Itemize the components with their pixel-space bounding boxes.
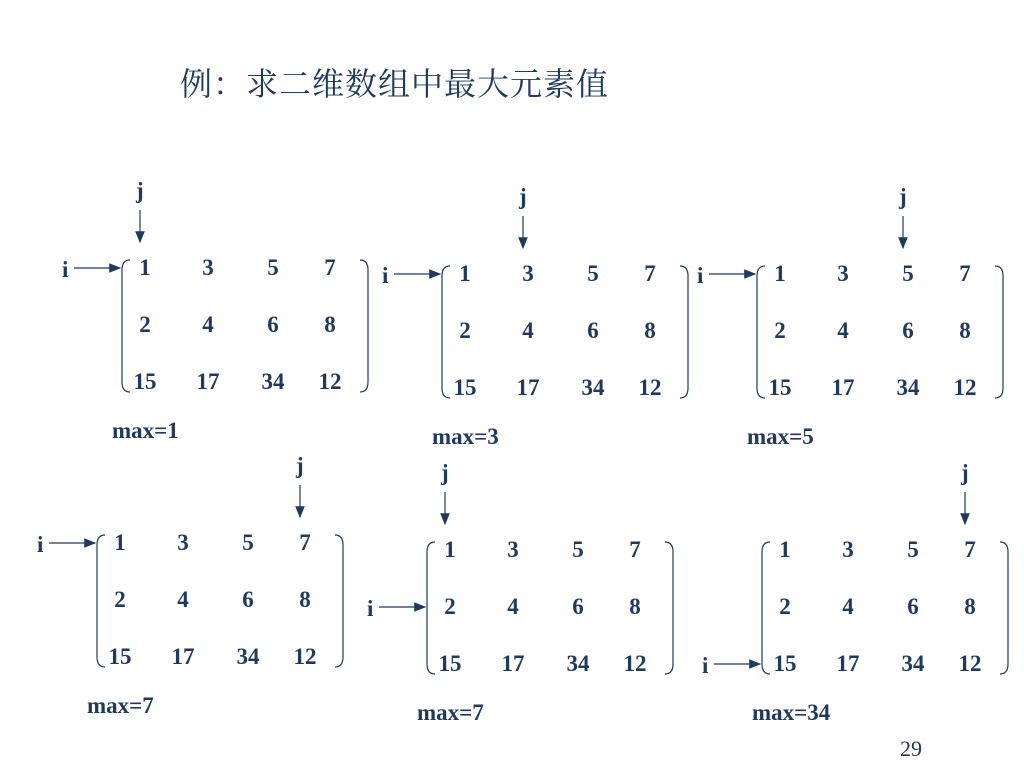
matrix-cell: 15: [133, 369, 157, 394]
matrix-cell: 4: [177, 587, 189, 612]
matrix-cell: 8: [299, 587, 311, 612]
matrix-cell: 8: [964, 594, 976, 619]
j-label: j: [519, 184, 527, 209]
matrix-cell: 17: [831, 375, 855, 400]
max-label: max=1: [112, 418, 179, 443]
matrix-cell: 17: [836, 651, 860, 676]
i-label: i: [382, 263, 389, 288]
matrix-cell: 34: [566, 651, 590, 676]
slide-title: 例：求二维数组中最大元素值: [180, 65, 610, 103]
matrix-cell: 3: [837, 261, 849, 286]
matrix-panel: [700, 452, 1020, 725]
right-bracket: [995, 266, 1003, 398]
matrix-cell: 1: [114, 530, 126, 555]
matrix-cell: 17: [171, 644, 195, 669]
matrix-cell: 12: [958, 651, 982, 676]
matrix-cell: 5: [907, 537, 919, 562]
page-number: 29: [900, 736, 922, 761]
max-label: max=7: [417, 700, 484, 725]
i-label: i: [62, 257, 69, 282]
matrix-cell: 15: [453, 375, 477, 400]
matrix-cell: 3: [842, 537, 854, 562]
matrix-cell: 2: [779, 594, 791, 619]
matrix-panel: [365, 452, 685, 725]
right-bracket: [665, 542, 673, 674]
matrix-cell: 7: [964, 537, 976, 562]
j-label: j: [441, 460, 449, 485]
j-label: j: [961, 460, 969, 485]
matrix-cell: 7: [299, 530, 311, 555]
right-bracket: [1000, 542, 1008, 674]
matrix-cell: 12: [953, 375, 977, 400]
matrix-cell: 3: [177, 530, 189, 555]
matrix-cell: 15: [108, 644, 132, 669]
matrix-cell: 17: [501, 651, 525, 676]
max-label: max=3: [432, 424, 499, 449]
matrix-cell: 15: [438, 651, 462, 676]
matrix-cell: 2: [444, 594, 456, 619]
matrix-cell: 5: [267, 255, 279, 280]
matrix-cell: 4: [202, 312, 214, 337]
matrix-cell: 3: [202, 255, 214, 280]
matrix-cell: 4: [522, 318, 534, 343]
j-label: j: [296, 453, 304, 478]
j-label: j: [136, 178, 144, 203]
matrix-cell: 5: [242, 530, 254, 555]
matrix-cell: 5: [587, 261, 599, 286]
matrix-cell: 1: [444, 537, 456, 562]
matrix-cell: 2: [139, 312, 151, 337]
matrix-cell: 3: [507, 537, 519, 562]
matrix-cell: 1: [779, 537, 791, 562]
i-label: i: [367, 596, 374, 621]
matrix-cell: 17: [516, 375, 540, 400]
matrix-cell: 6: [907, 594, 919, 619]
matrix-cell: 7: [324, 255, 336, 280]
matrix-cell: 34: [261, 369, 285, 394]
matrix-cell: 6: [587, 318, 599, 343]
right-bracket: [680, 266, 688, 398]
matrix-cell: 1: [459, 261, 471, 286]
matrix-cell: 34: [901, 651, 925, 676]
matrix-panel: [695, 176, 1015, 449]
matrix-cell: 12: [318, 369, 342, 394]
matrix-cell: 6: [242, 587, 254, 612]
matrix-cell: 7: [959, 261, 971, 286]
matrix-cell: 3: [522, 261, 534, 286]
max-label: max=34: [752, 700, 831, 725]
matrix-cell: 15: [773, 651, 797, 676]
matrix-cell: 6: [267, 312, 279, 337]
matrix-cell: 6: [902, 318, 914, 343]
matrix-cell: 2: [459, 318, 471, 343]
matrix-cell: 34: [236, 644, 260, 669]
matrix-panel: [60, 170, 380, 443]
matrix-cell: 6: [572, 594, 584, 619]
matrix-cell: 12: [293, 644, 317, 669]
matrix-cell: 2: [774, 318, 786, 343]
matrix-cell: 2: [114, 587, 126, 612]
matrix-cell: 4: [842, 594, 854, 619]
matrix-cell: 5: [572, 537, 584, 562]
max-label: max=7: [87, 693, 154, 718]
right-bracket: [335, 535, 343, 667]
matrix-cell: 12: [623, 651, 647, 676]
matrix-cell: 34: [896, 375, 920, 400]
i-label: i: [697, 263, 704, 288]
matrix-cell: 5: [902, 261, 914, 286]
matrix-cell: 17: [196, 369, 220, 394]
matrix-cell: 7: [644, 261, 656, 286]
matrix-cell: 4: [507, 594, 519, 619]
matrix-cell: 8: [324, 312, 336, 337]
matrix-cell: 12: [638, 375, 662, 400]
max-label: max=5: [747, 424, 814, 449]
matrix-cell: 4: [837, 318, 849, 343]
j-label: j: [899, 184, 907, 209]
matrix-cell: 15: [768, 375, 792, 400]
matrix-cell: 1: [774, 261, 786, 286]
matrix-panel: [35, 445, 355, 718]
matrix-cell: 8: [644, 318, 656, 343]
right-bracket: [360, 260, 368, 392]
matrix-cell: 1: [139, 255, 151, 280]
matrix-cell: 34: [581, 375, 605, 400]
matrix-cell: 8: [959, 318, 971, 343]
i-label: i: [37, 532, 44, 557]
matrix-panel: [380, 176, 700, 449]
i-label: i: [702, 653, 709, 678]
matrix-cell: 7: [629, 537, 641, 562]
matrix-cell: 8: [629, 594, 641, 619]
